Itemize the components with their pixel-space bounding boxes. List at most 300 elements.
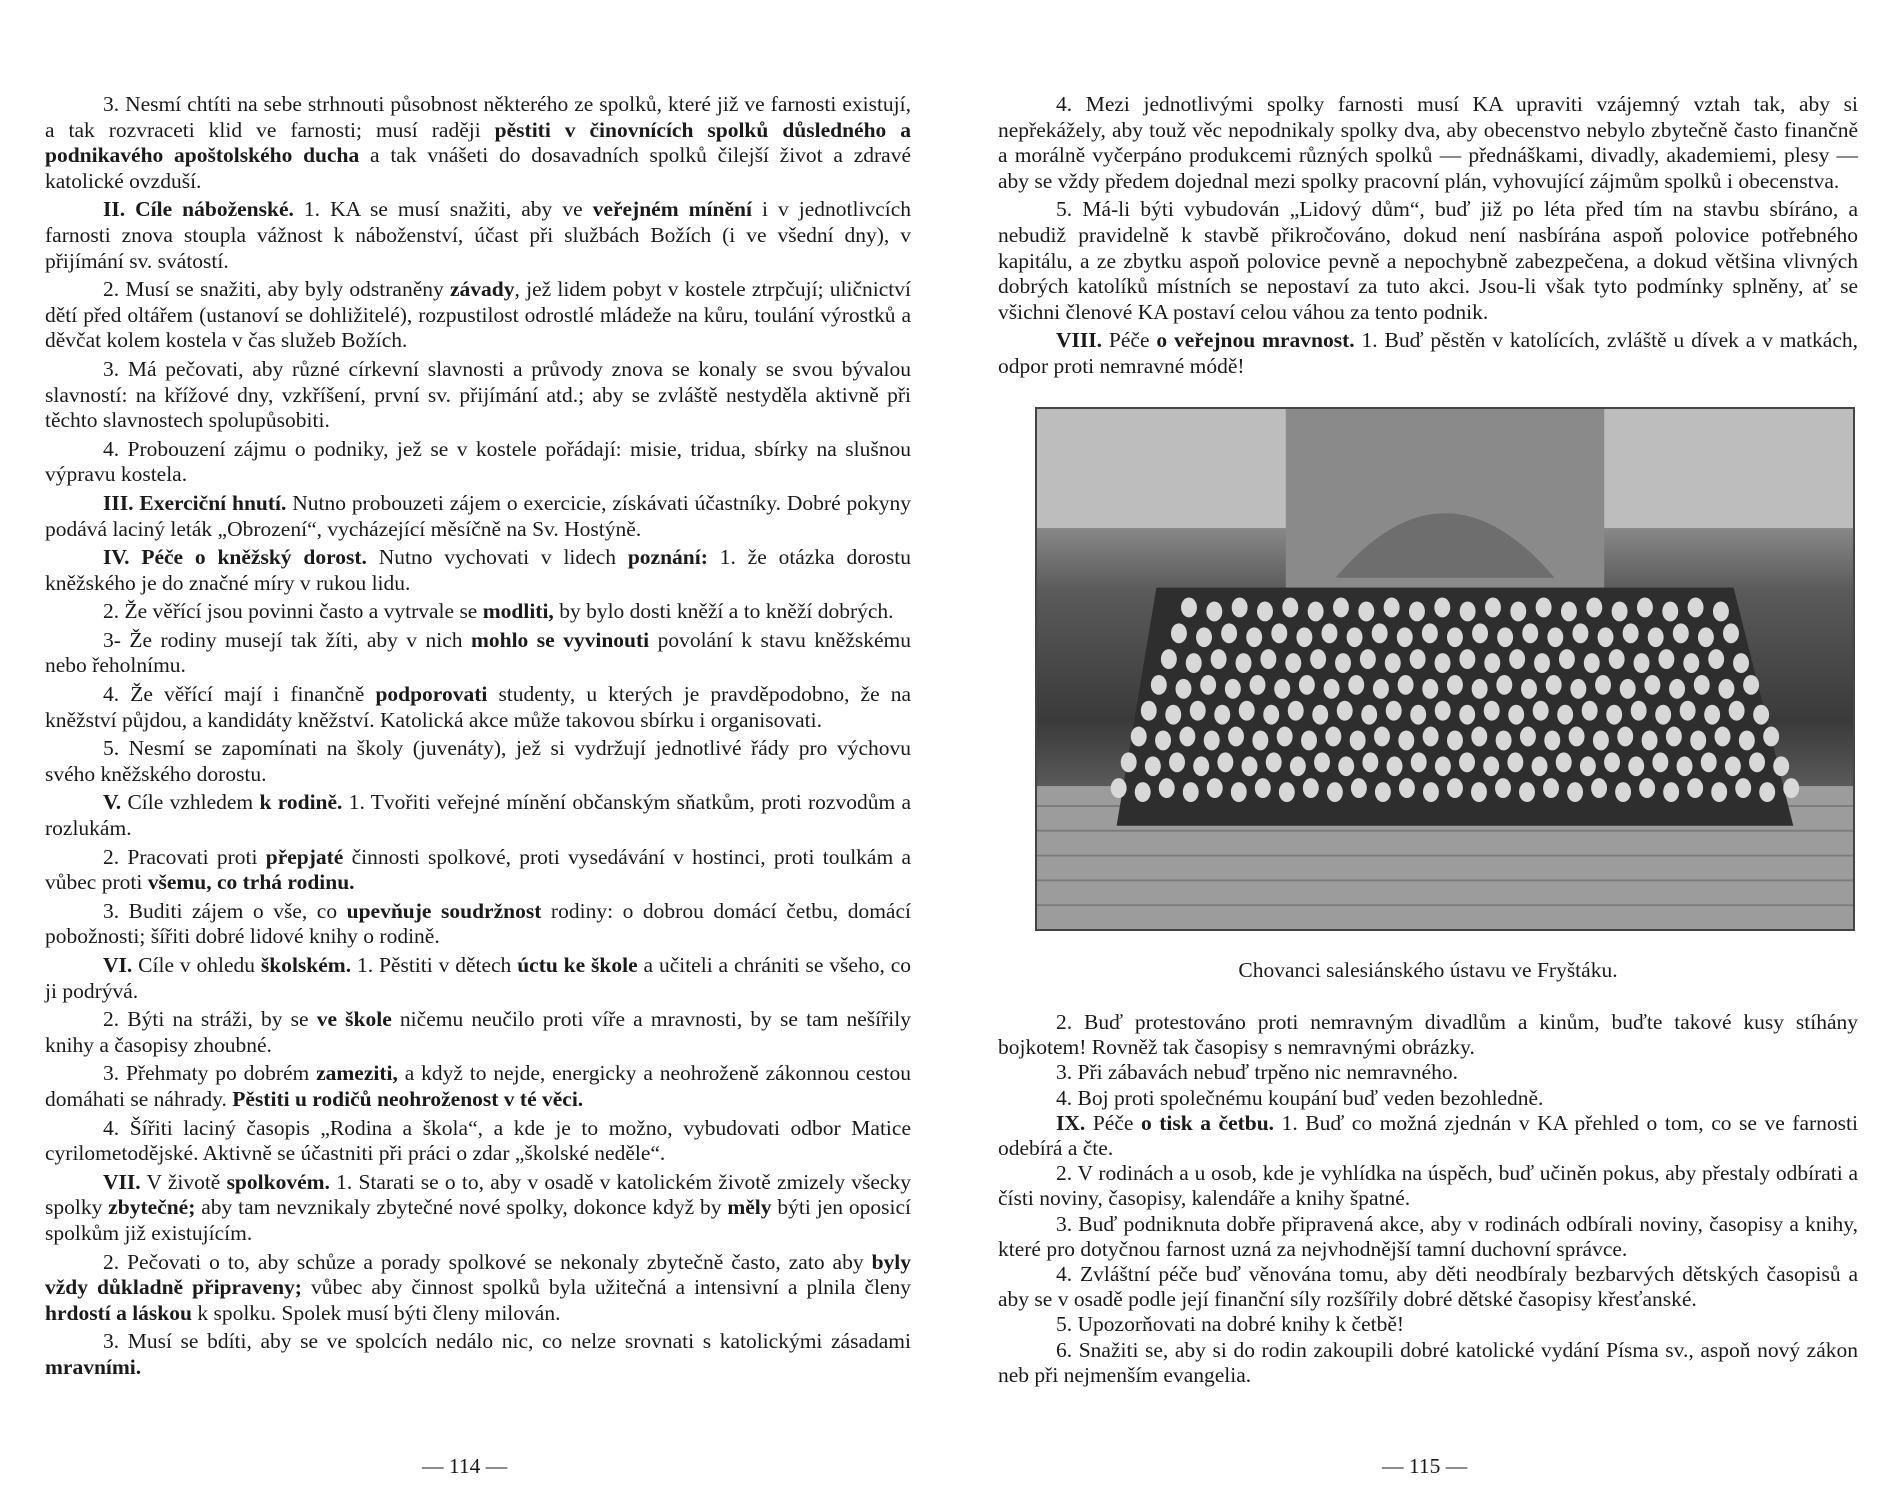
photo-head bbox=[1544, 731, 1560, 751]
paragraph bbox=[45, 437, 911, 488]
page-number-right: — 115 — bbox=[1382, 1454, 1468, 1478]
photo-head bbox=[1606, 705, 1622, 725]
bold-text: V. bbox=[103, 790, 122, 815]
photo-head bbox=[1236, 653, 1252, 673]
bold-text: úctu ke škole bbox=[517, 953, 638, 977]
text: a tak vnášeti do dosavadních spolků čilejší život a zdravé katolické ovzduší. bbox=[45, 143, 912, 193]
photo-head bbox=[1704, 705, 1720, 725]
text: 1. Pěstiti v dětech bbox=[351, 953, 518, 977]
text: 1. že otázka dorostu kněžského je do značné míry v rukou lidu. bbox=[45, 545, 911, 595]
paragraph bbox=[998, 1312, 1858, 1337]
photo-head bbox=[1615, 782, 1631, 802]
text: 4. Že věřící mají i finančně bbox=[103, 682, 376, 707]
text: by bylo dosti kněží a to kněží dobrých. bbox=[553, 599, 894, 624]
photo-head bbox=[1277, 727, 1293, 747]
text: 3. Nesmí chtíti na sebe strhnouti působnost některého ze spolků, které již ve farnosti existují, a tak rozvraceti klid ve farnosti; musí raději bbox=[45, 92, 911, 142]
photo-head bbox=[1763, 727, 1779, 747]
photo-head bbox=[1447, 675, 1463, 695]
photo-head bbox=[1206, 602, 1222, 622]
text: vůbec aby činnost spolků byla užitečná a intensivní a plnila členy bbox=[301, 1275, 911, 1300]
photo-head bbox=[1561, 602, 1577, 622]
photo-head bbox=[1496, 731, 1512, 751]
photo-head bbox=[1411, 752, 1427, 772]
photo-head bbox=[1337, 701, 1353, 721]
text: rodiny: o dobrou domácí četbu, domácí pobožnosti; šířiti dobré lidové knihy o rodině. bbox=[45, 898, 911, 949]
bold-text: III. Exerciční hnutí. bbox=[103, 490, 287, 515]
photo-head bbox=[1749, 752, 1765, 772]
photo-head bbox=[1612, 602, 1628, 622]
photo-head bbox=[1522, 623, 1538, 643]
photo-head bbox=[1536, 598, 1552, 618]
paragraph bbox=[998, 1212, 1858, 1262]
photo-head bbox=[1186, 653, 1202, 673]
photo-head bbox=[1121, 752, 1137, 772]
paragraph bbox=[45, 197, 911, 274]
photo-head bbox=[1669, 679, 1685, 699]
paragraph bbox=[998, 197, 1858, 325]
photo-head bbox=[1398, 675, 1414, 695]
text: 5. Upozorňovati na dobré knihy k četbě! bbox=[1056, 1312, 1405, 1337]
photo-head bbox=[1358, 602, 1374, 622]
photo-head bbox=[1310, 649, 1326, 669]
paragraph bbox=[45, 1170, 911, 1247]
photo-head bbox=[1559, 649, 1575, 669]
photo-head bbox=[1200, 675, 1216, 695]
photo-head bbox=[1582, 701, 1598, 721]
photo-head bbox=[1165, 705, 1181, 725]
photo-head bbox=[1759, 782, 1775, 802]
photo-head bbox=[1713, 602, 1729, 622]
photo-head bbox=[1484, 653, 1500, 673]
photo-head bbox=[1193, 756, 1209, 776]
photo-head bbox=[1285, 653, 1301, 673]
text: a učiteli a chrániti se všeho, co ji podrývá. bbox=[45, 953, 911, 1003]
photo-head bbox=[1495, 778, 1511, 798]
paragraph bbox=[45, 1329, 911, 1380]
bold-text: přepjaté bbox=[265, 844, 344, 869]
photo-head bbox=[1663, 782, 1679, 802]
photo-head bbox=[1372, 623, 1388, 643]
bold-text: spolkovém. bbox=[226, 1169, 330, 1194]
photo-head bbox=[1637, 598, 1653, 618]
photo-caption: Chovanci salesiánského ústavu ve Fryštáku. bbox=[1238, 958, 1618, 982]
photo-head bbox=[1325, 727, 1341, 747]
bold-text: měly bbox=[727, 1195, 772, 1220]
photo-head bbox=[1350, 731, 1366, 751]
paragraph bbox=[45, 1007, 911, 1058]
photo-head bbox=[1447, 627, 1463, 647]
text: 1. KA se musí snažiti, aby ve bbox=[293, 197, 593, 222]
text: Cíle vzhledem bbox=[121, 790, 260, 815]
paragraph bbox=[998, 1161, 1858, 1211]
photo-head bbox=[1510, 602, 1526, 622]
photo-head bbox=[1211, 649, 1227, 669]
photo-head bbox=[1282, 598, 1298, 618]
text: Nutno vychovati v lidech bbox=[366, 545, 628, 570]
text: 1. Tvořiti veřejné mínění občanským sňatkům, proti rozvodům a rozlukám. bbox=[45, 790, 912, 841]
photo-head bbox=[1584, 653, 1600, 673]
photo-head bbox=[1155, 731, 1171, 751]
group-photo-image bbox=[1037, 409, 1853, 929]
photo-head bbox=[1472, 623, 1488, 643]
photo-head bbox=[1662, 602, 1678, 622]
bold-text: byly vždy důkladně připraveny; bbox=[45, 1249, 911, 1300]
bold-text: školském. bbox=[260, 953, 352, 977]
text: Cíle v ohledu bbox=[132, 953, 261, 977]
photo-head bbox=[1743, 675, 1759, 695]
photo-head bbox=[1397, 627, 1413, 647]
photo-head bbox=[1183, 782, 1199, 802]
photo-head bbox=[1303, 778, 1319, 798]
photo-head bbox=[1231, 782, 1247, 802]
bold-text: IV. Péče o kněžský dorost. bbox=[103, 545, 367, 570]
photo-head bbox=[1683, 653, 1699, 673]
photo-head bbox=[1459, 752, 1475, 772]
paragraph bbox=[45, 682, 911, 733]
photo-head bbox=[1723, 623, 1739, 643]
photo-head bbox=[1572, 623, 1588, 643]
photo-head bbox=[1228, 727, 1244, 747]
photo-head bbox=[1257, 602, 1273, 622]
bold-text: VI. bbox=[103, 953, 133, 977]
photo-head bbox=[1266, 752, 1282, 772]
photo-head bbox=[1217, 752, 1233, 772]
photo-head bbox=[1507, 752, 1523, 772]
photo-head bbox=[1361, 705, 1377, 725]
photo-head bbox=[1534, 653, 1550, 673]
photo-head bbox=[1547, 627, 1563, 647]
photo-head bbox=[1658, 649, 1674, 669]
text: Nutno probouzeti zájem o exercicie, získávati účastníky. Dobré pokyny podává laciný leták „Obrození“, vycházející měsíčně na Sv. Hostýně. bbox=[45, 490, 911, 541]
photo-head bbox=[1725, 756, 1741, 776]
photo-head bbox=[1569, 727, 1585, 747]
paragraph bbox=[45, 1116, 911, 1167]
bold-text: pěstiti v činovnících spolků důsledného a podnikavého apoštolského ducha bbox=[45, 117, 912, 168]
photo-head bbox=[1698, 627, 1714, 647]
bold-text: o veřejnou mravnost. bbox=[1156, 328, 1355, 353]
text: V životě bbox=[140, 1169, 227, 1194]
photo-head bbox=[1111, 778, 1127, 798]
photo-head bbox=[1204, 731, 1220, 751]
photo-head bbox=[1299, 675, 1315, 695]
photo-head bbox=[1410, 705, 1426, 725]
photo-head bbox=[1333, 598, 1349, 618]
photo-head bbox=[1447, 731, 1463, 751]
photo-head bbox=[1644, 675, 1660, 695]
text: povolání k stavu kněžskému nebo řeholnímu. bbox=[45, 627, 912, 678]
photo-head bbox=[1422, 623, 1438, 643]
photo-head bbox=[1604, 752, 1620, 772]
bold-text: všemu, co trhá rodinu. bbox=[147, 870, 355, 895]
photo-head bbox=[1347, 627, 1363, 647]
photo-head bbox=[1374, 727, 1390, 747]
text: ničemu neučilo proti víře a mravnosti, by se tam nešířily knihy a časopisy zhoubné. bbox=[45, 1007, 911, 1057]
photo-head bbox=[1252, 731, 1268, 751]
paragraph bbox=[998, 1086, 1858, 1111]
photo-head bbox=[1434, 598, 1450, 618]
photo-head bbox=[1519, 782, 1535, 802]
photo-head bbox=[1422, 679, 1438, 699]
paragraph bbox=[45, 92, 911, 194]
text: 4. Zvláštní péče buď věnována tomu, aby děti neodbíraly bezbarvých dětských časopisů a aby se v osadě podle její finanční síly rozšířily dobré dětské časopisy křesťanské. bbox=[998, 1262, 1858, 1312]
bold-text: zbytečné; bbox=[108, 1195, 196, 1220]
photo-head bbox=[1221, 623, 1237, 643]
photo-head bbox=[1483, 756, 1499, 776]
photo-head bbox=[1783, 778, 1799, 798]
photo-head bbox=[1509, 649, 1525, 669]
bold-text: podporovati bbox=[375, 682, 488, 707]
photo-head bbox=[1586, 598, 1602, 618]
photo-head bbox=[1145, 756, 1161, 776]
photo-head bbox=[1567, 782, 1583, 802]
text: , jež lidem pobyt v kostele ztrpčují; uličnictví dětí před oltářem (ustanoví se dohližitelé), rozpustilost odrostlé mládeže na kůru, toulání výrostků a děvčat kolem kostela v čas služeb Božích. bbox=[45, 277, 911, 353]
text: 3. Při zábavách nebuď trpěno nic nemravného. bbox=[1056, 1060, 1458, 1085]
paragraph bbox=[45, 953, 911, 1004]
paragraph bbox=[998, 1111, 1858, 1161]
photo-head bbox=[1546, 675, 1562, 695]
text: a když to nejde, energicky a neohroženě zákonnou cestou domáhati se náhrady. bbox=[45, 1061, 912, 1111]
text: 2. Pracovati proti bbox=[103, 844, 266, 869]
group-photo bbox=[1035, 407, 1855, 931]
text: 3. Buď podniknuta dobře připravená akce, aby v rodinách odbírali noviny, časopisy a knihy, které pro dotyčnou farnost uzná za nejvhodnější tamní duchovní správce. bbox=[998, 1211, 1858, 1261]
photo-head bbox=[1225, 679, 1241, 699]
photo-head bbox=[1652, 752, 1668, 772]
bold-text: mravními. bbox=[45, 1354, 142, 1379]
paragraph bbox=[45, 1250, 911, 1327]
photo-head bbox=[1398, 731, 1414, 751]
photo-head bbox=[1628, 756, 1644, 776]
photo-head bbox=[1556, 752, 1572, 772]
paragraph bbox=[45, 628, 911, 679]
bold-text: II. Cíle náboženské. bbox=[103, 197, 294, 222]
photo-head bbox=[1532, 756, 1548, 776]
text: 2. Býti na stráži, by se bbox=[103, 1007, 317, 1032]
text: 2. Že věřící jsou povinni často a vytrvale se bbox=[103, 599, 483, 624]
photo-head bbox=[1735, 778, 1751, 798]
text: 5. Má-li býti vybudován „Lidový dům“, buď již po léta před tím na stavbu sbíráno, a nebudiž pravidelně k stavbě přikročováno, dokud není nasbírána aspoň polovice potřebného kapitálu, a ze zbytku aspoň polovice pevně a nepochybně zabezpečena, a dokud většina vlivných dobrých katolíků místních se nepostaví za tuto akci. Jsou-li však tyto podmínky splněny, ať se všichni členové KA postaví celou váhou za tento podnik. bbox=[998, 197, 1858, 324]
text: 3. Má pečovati, aby různé církevní slavnosti a průvody znova se konaly se svou bývalou slavností: na křížové dny, vzkříšení, první sv. přijímání atd.; aby se zvláště nestyděla aktivně při těchto slavnostech spolupůsobiti. bbox=[45, 356, 911, 433]
paragraph bbox=[45, 277, 911, 354]
photo-head bbox=[1327, 782, 1343, 802]
text: 2. V rodinách a u osob, kde je vyhlídka na úspěch, buď učiněn pokus, aby přestaly odbírati a čísti noviny, časopisy, kalendáře a knihy špatné. bbox=[998, 1161, 1858, 1211]
photo-head bbox=[1207, 778, 1223, 798]
text: 3. Buditi zájem o vše, co bbox=[103, 898, 347, 923]
photo-head bbox=[1151, 675, 1167, 695]
photo-head bbox=[1680, 701, 1696, 721]
photo-head bbox=[1335, 653, 1351, 673]
photo-head bbox=[1701, 752, 1717, 772]
photo-head bbox=[1239, 701, 1255, 721]
bold-text: hrdostí a láskou bbox=[45, 1300, 192, 1325]
photo-head bbox=[1435, 701, 1451, 721]
photo-head bbox=[1232, 598, 1248, 618]
paragraph bbox=[998, 1010, 1858, 1060]
photo-head bbox=[1135, 782, 1151, 802]
right-page-text-top bbox=[998, 92, 1858, 383]
bold-text: VII. bbox=[103, 1169, 141, 1194]
photo-head bbox=[1296, 627, 1312, 647]
text: 3. Musí se bdíti, aby se ve spolcích nedálo nic, co nelze srovnati s katolickými zásadami bbox=[103, 1329, 911, 1354]
text: i v jednotlivcích farnosti znova stoupla vážnost k náboženství, účast při službách Božích (i ve všední dny), v přijímání sv. svátostí. bbox=[45, 197, 912, 273]
text: 4. Mezi jednotlivými spolky farnosti musí KA upraviti vzájemný vztah tak, aby si nepřekážely, aby touž věc nepodnikaly spolky dva, aby obecenstvo nebylo zbytečně často finančně a morálně vyčerpáno produkcemi různých spolků — přednáškami, divadly, akademiemi, plesy — aby se vždy předem dojednal mezi spolky pracovní plán, vyhovující zájmům spolků i obecenstva. bbox=[998, 92, 1858, 193]
photo-head bbox=[1688, 598, 1704, 618]
paragraph bbox=[998, 92, 1858, 194]
text: 2. Musí se snažiti, aby byly odstraněny bbox=[103, 277, 450, 302]
bold-text: k rodině. bbox=[259, 790, 343, 815]
photo-head bbox=[1617, 727, 1633, 747]
paragraph bbox=[45, 845, 911, 896]
photo-head bbox=[1375, 782, 1391, 802]
photo-head bbox=[1279, 782, 1295, 802]
photo-head bbox=[1533, 701, 1549, 721]
text: 3- Že rodiny musejí tak žíti, aby v nich bbox=[103, 627, 471, 652]
page-number-left: — 114 — bbox=[422, 1454, 508, 1478]
text: k spolku. Spolek musí býti členy milován. bbox=[191, 1300, 561, 1325]
text: Péče bbox=[1085, 1110, 1141, 1135]
text: 4. Šířiti laciný časopis „Rodina a škola“, a kde je to možno, vybudovati odbor Matice cyrilometodějské. Aktivně se účastniti při práci o zdar „školské neděle“. bbox=[45, 1115, 911, 1166]
photo-head bbox=[1301, 731, 1317, 751]
photo-head bbox=[1246, 627, 1262, 647]
photo-head bbox=[1360, 649, 1376, 669]
photo-head bbox=[1753, 705, 1769, 725]
photo-head bbox=[1580, 756, 1596, 776]
photo-head bbox=[1290, 756, 1306, 776]
photo-head bbox=[1715, 727, 1731, 747]
photo-head bbox=[1159, 778, 1175, 798]
paragraph bbox=[45, 491, 911, 542]
photo-head bbox=[1593, 731, 1609, 751]
paragraph bbox=[45, 1061, 911, 1112]
photo-head bbox=[1324, 679, 1340, 699]
left-page-text bbox=[45, 92, 911, 1384]
photo-head bbox=[1161, 649, 1177, 669]
photo-head bbox=[1639, 778, 1655, 798]
bold-text: upevňuje soudržnost bbox=[346, 898, 542, 923]
photo-head bbox=[1179, 727, 1195, 747]
photo-head bbox=[1348, 675, 1364, 695]
text: býti jen oposicí spolkům již existujícím. bbox=[45, 1195, 911, 1245]
photo-head bbox=[1623, 623, 1639, 643]
photo-head bbox=[1351, 778, 1367, 798]
photo-head bbox=[1595, 675, 1611, 695]
photo-head bbox=[1131, 727, 1147, 747]
bold-text: o tisk a četbu. bbox=[1140, 1110, 1275, 1135]
photo-head bbox=[1190, 701, 1206, 721]
photo-head bbox=[1694, 675, 1710, 695]
photo-head bbox=[1497, 627, 1513, 647]
bold-text: ve škole bbox=[316, 1007, 392, 1032]
bold-text: Pěstiti u rodičů neohroženost v té věci. bbox=[232, 1086, 584, 1111]
paragraph bbox=[45, 790, 911, 841]
photo-head bbox=[1484, 701, 1500, 721]
text: Péče bbox=[1102, 328, 1157, 353]
photo-head bbox=[1423, 782, 1439, 802]
photo-head bbox=[1314, 752, 1330, 772]
photo-head bbox=[1673, 623, 1689, 643]
photo-head bbox=[1384, 598, 1400, 618]
photo-head bbox=[1655, 705, 1671, 725]
paragraph bbox=[998, 1262, 1858, 1312]
paragraph bbox=[45, 899, 911, 950]
photo-head bbox=[1520, 727, 1536, 747]
photo-head bbox=[1460, 602, 1476, 622]
photo-head bbox=[1508, 705, 1524, 725]
photo-head bbox=[1496, 675, 1512, 695]
photo-head bbox=[1387, 756, 1403, 776]
photo-head bbox=[1362, 752, 1378, 772]
text: 4. Boj proti společnému koupání buď veden bezohledně. bbox=[1056, 1085, 1544, 1110]
photo-head bbox=[1171, 623, 1187, 643]
photo-head bbox=[1271, 623, 1287, 643]
text: 1. Buď pěstěn v katolících, zvláště u dívek a v matkách, odpor proti nemravné módě! bbox=[998, 328, 1858, 378]
photo-head bbox=[1708, 649, 1724, 669]
photo-head bbox=[1773, 756, 1789, 776]
photo-head bbox=[1373, 679, 1389, 699]
paragraph bbox=[45, 599, 911, 625]
photo-head bbox=[1338, 756, 1354, 776]
photo-head bbox=[1729, 701, 1745, 721]
photo-head bbox=[1739, 731, 1755, 751]
photo-head bbox=[1471, 782, 1487, 802]
photo-head bbox=[1385, 653, 1401, 673]
paragraph bbox=[998, 1338, 1858, 1388]
photo-head bbox=[1399, 778, 1415, 798]
bold-text: mohlo se vyvinouti bbox=[470, 627, 650, 652]
photo-head bbox=[1642, 731, 1658, 751]
photo-head bbox=[1570, 679, 1586, 699]
photo-head bbox=[1308, 602, 1324, 622]
paragraph bbox=[998, 1060, 1858, 1085]
photo-head bbox=[1169, 752, 1185, 772]
photo-head bbox=[1447, 778, 1463, 798]
photo-head bbox=[1557, 705, 1573, 725]
bold-text: závady bbox=[449, 277, 515, 302]
photo-head bbox=[1718, 679, 1734, 699]
photo-head bbox=[1485, 598, 1501, 618]
photo-head bbox=[1260, 649, 1276, 669]
photo-head bbox=[1711, 782, 1727, 802]
text: aby tam nevznikaly zbytečné nové spolky, dokonce když by bbox=[195, 1195, 728, 1220]
text: 2. Buď protestováno proti nemravným divadlům a kinům, buďte takové kusy stíhány bojkotem! Rovněž tak časopisy s nemravnými obrázky. bbox=[998, 1010, 1858, 1060]
text: 1. Buď co možná zjednán v KA přehled o tom, co se ve farnosti odebírá a čte. bbox=[998, 1110, 1858, 1161]
bold-text: IX. bbox=[1056, 1110, 1086, 1135]
photo-head bbox=[1609, 649, 1625, 669]
photo-head bbox=[1176, 679, 1192, 699]
photo-head bbox=[1648, 627, 1664, 647]
photo-head bbox=[1471, 727, 1487, 747]
paragraph bbox=[45, 736, 911, 787]
text: 5. Nesmí se zapomínati na školy (juvenáty), jež si vydržují jednotlivé řády pro výchovu svého kněžského dorostu. bbox=[45, 736, 911, 786]
photo-head bbox=[1631, 701, 1647, 721]
text: 1. Starati se o to, aby v osadě v katolickém životě zmizely všecky spolky bbox=[45, 1169, 911, 1220]
photo-head bbox=[1733, 653, 1749, 673]
photo-head bbox=[1690, 731, 1706, 751]
bold-text: veřejném mínění bbox=[592, 197, 752, 222]
photo-head bbox=[1312, 705, 1328, 725]
photo-head bbox=[1435, 653, 1451, 673]
text: 6. Snažiti se, aby si do rodin zakoupili dobré katolické vydání Písma sv., aspoň nový zákon neb při nejmenším evangelia. bbox=[998, 1337, 1858, 1387]
photo-head bbox=[1677, 756, 1693, 776]
text: činnosti spolkové, proti vysedávání v hostinci, proti toulkám a vůbec proti bbox=[45, 844, 911, 895]
photo-head bbox=[1274, 679, 1290, 699]
photo-head bbox=[1255, 778, 1271, 798]
photo-head bbox=[1242, 756, 1258, 776]
photo-head bbox=[1666, 727, 1682, 747]
photo-head bbox=[1409, 602, 1425, 622]
bold-text: modliti, bbox=[482, 599, 554, 624]
photo-head bbox=[1591, 778, 1607, 798]
text: 2. Pečovati o to, aby schůze a porady spolkové se nekonaly zbytečně často, zato aby bbox=[103, 1249, 872, 1274]
